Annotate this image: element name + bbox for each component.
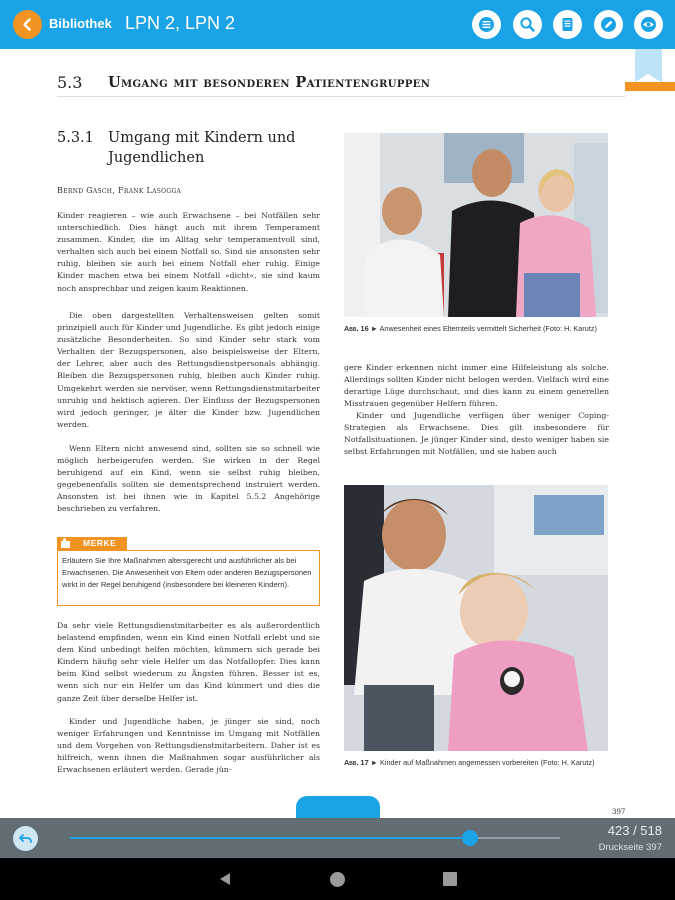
back-to-library-button[interactable] (13, 10, 42, 39)
page-slider[interactable] (70, 837, 560, 839)
toc-button[interactable] (472, 10, 501, 39)
bookmark-ribbon[interactable] (635, 49, 662, 82)
menu-icon (478, 16, 495, 33)
figure-17-caption (344, 758, 608, 769)
chapter-color-tab (625, 82, 675, 91)
authors: Bernd Gasch, Frank Lasogga (57, 186, 182, 195)
page-slider-fill (70, 837, 470, 839)
notes-button[interactable] (553, 10, 582, 39)
figure-17-text: ► Kinder auf Maßnahmen angemessen vorbereiten (Foto: H. Karutz) (370, 758, 595, 767)
merke-text: Erläutern Sie Ihre Maßnahmen altersgerecht und ausführlicher als bei Erwachsenen. Die Anwesenheit von Eltern oder anderen Bezugspersonen wirkt in der Regel beruhigend (insbesondere bei kleineren Kindern). (62, 556, 312, 589)
subsection-number: 5.3.1 (57, 130, 94, 146)
figure-16-caption (344, 324, 608, 335)
app-bar (0, 0, 675, 49)
paragraph: Kinder und Jugendliche verfügen über weniger Coping-Strategien als Erwachsene. Dies gilt insbesondere für Notfallsituationen. Je jünger Kinder sind, desto weniger haben sie selbst Erfahrungen mit Notfällen, und sie haben auch (344, 411, 609, 457)
book-title: LPN 2, LPN 2 (125, 13, 236, 33)
system-navigation-bar (0, 858, 675, 900)
merke-badge (57, 537, 127, 550)
figure-17-label: Abb. 17 (344, 758, 369, 767)
notes-icon (559, 16, 576, 33)
figure-16-text: ► Anwesenheit eines Elternteils vermittelt Sicherheit (Foto: H. Karutz) (370, 324, 597, 333)
merke-label: MERKE (83, 538, 117, 548)
paragraph: Die oben dargestellten Verhaltensweisen gelten somit prinzipiell auch für Kinder und Jugendliche. Es gibt jedoch einige zusätzliche Besonderheiten. So sind Kinder sehr stark vom Verhalten der Bezugspersonen, also beispielsweise der Eltern, der Lehrer, aber auch des Rettungsdienstpersonals abhängig. Bleiben die Bezugspersonen ruhig, bleiben auch Kinder ruhig. Umgekehrt werden sie nervöser, wenn Rettungsdienstmitarbeiter unruhig und hektisch agieren. Der Einfluss der Bezugspersonen wird jedoch geringer, je älter die Kinder bzw. Jugendlichen werden. (57, 311, 320, 429)
pen-icon (600, 16, 617, 33)
view-mode-button[interactable] (634, 10, 663, 39)
system-recents-icon[interactable] (443, 872, 457, 886)
paragraph: Wenn Eltern nicht anwesend sind, sollten sie so schnell wie möglich herbeigerufen werden. Sie wirken in der Regel beruhigend auf ein Kind, wenn sie selbst ruhig bleiben, gegebenenfalls sollten sie dementsprechend instruiert werden. Ansonsten ist bei ihnen wie in Kapitel 5.5.2 Angehörige beschrieben zu verfahren. (57, 444, 320, 514)
print-page-label: Druckseite 397 (598, 842, 662, 853)
paragraph: Da sehr viele Rettungsdienstmitarbeiter es als außerordentlich belastend empfinden, wenn ein Kind einen Notfall erlebt und sie dem Kind unbedingt helfen möchten, kümmern sich gerade bei Kindern häufig sehr viele Helfer um das Notfallopfer. Dies kann beim Kind selbst wiederum zu Ängsten führen. Besser ist es, wenn sich nur ein Helfer um das Kind kümmert und dies die ganze Zeit über derselbe Helfer ist. (57, 621, 320, 703)
figure-17-photo[interactable] (344, 485, 608, 751)
eye-icon (640, 16, 657, 33)
search-icon (519, 16, 536, 33)
subsection-title: Umgang mit Kindern und Jugendlichen (108, 130, 296, 166)
paragraph: Kinder und Jugendliche haben, je jünger sie sind, noch weniger Erfahrungen und Kenntnisse im Umgang mit Notfällen und dem Vorgehen von Rettungsdienstmitarbeitern. Daher ist es hilfreich, wenn ihnen die Maßnahmen sogar ausführlicher als Erwachsenen erläutert werden. Gerade jün- (57, 717, 320, 775)
page-slider-thumb[interactable] (462, 830, 478, 846)
section-number: 5.3 (57, 73, 83, 92)
system-home-icon[interactable] (330, 872, 345, 887)
figure-16-label: Abb. 16 (344, 324, 369, 333)
page-navigation-bar (0, 818, 675, 858)
section-title: Umgang mit besonderen Patientengruppen (108, 74, 431, 91)
toggle-toolbar-tab[interactable] (296, 796, 380, 818)
page-counter: 423 / 518 (607, 823, 662, 838)
chevron-left-icon (20, 17, 35, 32)
library-label[interactable]: Bibliothek (49, 16, 112, 31)
history-back-button[interactable] (13, 826, 38, 851)
search-button[interactable] (513, 10, 542, 39)
section-divider (57, 96, 625, 97)
annotate-button[interactable] (594, 10, 623, 39)
paragraph: gere Kinder erkennen nicht immer eine Hilfeleistung als solche. Allerdings sollten Kinder nicht belogen werden. Vielfach wird eine derartige Lüge durchschaut, und dies kann zu einem generellen Misstrauen gegenüber Helfern führen. (344, 363, 609, 409)
print-page-number: 397 (612, 808, 626, 816)
pointing-hand-icon (60, 538, 71, 549)
system-back-icon[interactable] (217, 871, 233, 887)
paragraph: Kinder reagieren – wie auch Erwachsene – bei Notfällen sehr unterschiedlich. Dies hängt auch mit ihrem Temperament zusammen. Kinder, die im Alltag sehr temperamentvoll sind, verhalten sich auch bei einem Notfall so. Sind sie ansonsten sehr ruhig, bleiben sie auch bei einem Notfall eher ruhig. Einige Kinder machen etwa bei einem Notfall »dicht«, sie sind kaum noch ansprechbar und zeigen kaum Reaktionen. (57, 211, 320, 293)
figure-16-photo[interactable] (344, 133, 608, 317)
undo-arrow-icon (18, 831, 33, 846)
